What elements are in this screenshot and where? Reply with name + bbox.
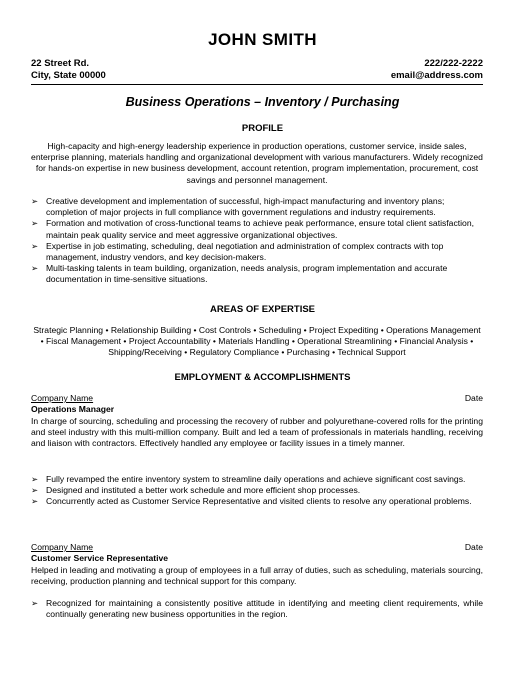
career-headline: Business Operations – Inventory / Purchasing [125, 95, 400, 109]
arrow-bullet-icon: ➢ [31, 474, 39, 484]
list-item: ➢ Creative development and implementation of successful, high-impact manufacturing and inventory plans; completion of major projects in full compliance with government regulations and industry requirements. [31, 196, 445, 218]
job-date: Date [464, 393, 483, 403]
contact-block [31, 58, 483, 82]
expertise-heading: AREAS OF EXPERTISE [209, 304, 316, 315]
list-item: ➢ Recognized for maintaining a consistently positive attitude in identifying and meeting client requirements, while continually generating new business opportunities in the region. [31, 598, 483, 620]
profile-heading: PROFILE [241, 123, 284, 134]
job-title: Customer Service Representative [31, 553, 169, 564]
arrow-bullet-icon: ➢ [31, 196, 39, 206]
arrow-bullet-icon: ➢ [31, 240, 39, 251]
list-item: ➢ Concurrently acted as Customer Service Representative and visited clients to resolve any operational problems. [31, 496, 472, 507]
list-item: ➢ Multi-tasking talents in team building, organization, needs analysis, program implementation and accurate documentation in time-sensitive situations. [31, 263, 448, 285]
list-item: ➢ Expertise in job estimating, scheduling, deal negotiation and administration of complex contracts with top management, industry vendors, and key decision-makers. [31, 240, 444, 263]
employment-heading: EMPLOYMENT & ACCOMPLISHMENTS [174, 372, 351, 383]
list-item: ➢ Formation and motivation of cross-functional teams to achieve peak performance, ensure total client satisfaction, maintain peak quality service and meet aggressive organizational objectives. [31, 218, 474, 240]
job-entry-1-header [31, 393, 483, 415]
company-name: Company Name [31, 542, 94, 552]
arrow-bullet-icon: ➢ [31, 218, 39, 229]
job-1-description: In charge of sourcing, scheduling and processing the recovery of rubber and polyurethane-covered rolls for the printing and steel industry with this multi-million company. Built and led a team of professionals in materials handling, receiving and liaison with contractors. Effectively handled any employee or facility issues in a timely manner. [31, 416, 483, 449]
arrow-bullet-icon: ➢ [31, 485, 39, 496]
job-date: Date [464, 542, 483, 552]
expertise-list: Strategic Planning • Relationship Building • Cost Controls • Scheduling • Project Expediting • Operations Management • Fiscal Management • Project Accountability • Materials Handling • Operational Streamlining • Financial Analysis • Shipping/Receiving • Regulatory Compliance • Purchasing • Technical Support [33, 325, 481, 358]
list-item: ➢ Fully revamped the entire inventory system to streamline daily operations and achieve significant cost savings. [31, 474, 466, 484]
profile-summary: High-capacity and high-energy leadership experience in production operations, customer service, inside sales, enterprise planning, materials handling and organizational development with various manufacturers. Widely recognized for hands-on expertise in new business development, account retention, program implementation, procurement, cost savings and personnel management. [31, 141, 483, 185]
job-2-description: Helped in leading and motivating a group of employees in a full array of duties, such as scheduling, materials sourcing, receiving, production planning and technical support for this company. [31, 565, 483, 587]
candidate-name: JOHN SMITH [208, 30, 317, 49]
job-entry-2-header [31, 542, 483, 564]
arrow-bullet-icon: ➢ [31, 598, 39, 608]
arrow-bullet-icon: ➢ [31, 496, 39, 507]
profile-bullet-list [31, 196, 483, 286]
email-address: email@address.com [390, 70, 483, 81]
phone-number: 222/222-2222 [424, 58, 483, 69]
arrow-bullet-icon: ➢ [31, 263, 39, 274]
company-name: Company Name [31, 393, 94, 403]
job-1-bullet-list [31, 474, 483, 508]
job-2-bullet-list [31, 598, 483, 620]
header-divider [31, 84, 483, 85]
list-item: ➢ Designed and instituted a better work schedule and more efficient shop processes. [31, 485, 361, 496]
job-title: Operations Manager [31, 404, 115, 415]
address-line-2: City, State 00000 [31, 70, 106, 81]
address-line-1: 22 Street Rd. [31, 58, 90, 69]
